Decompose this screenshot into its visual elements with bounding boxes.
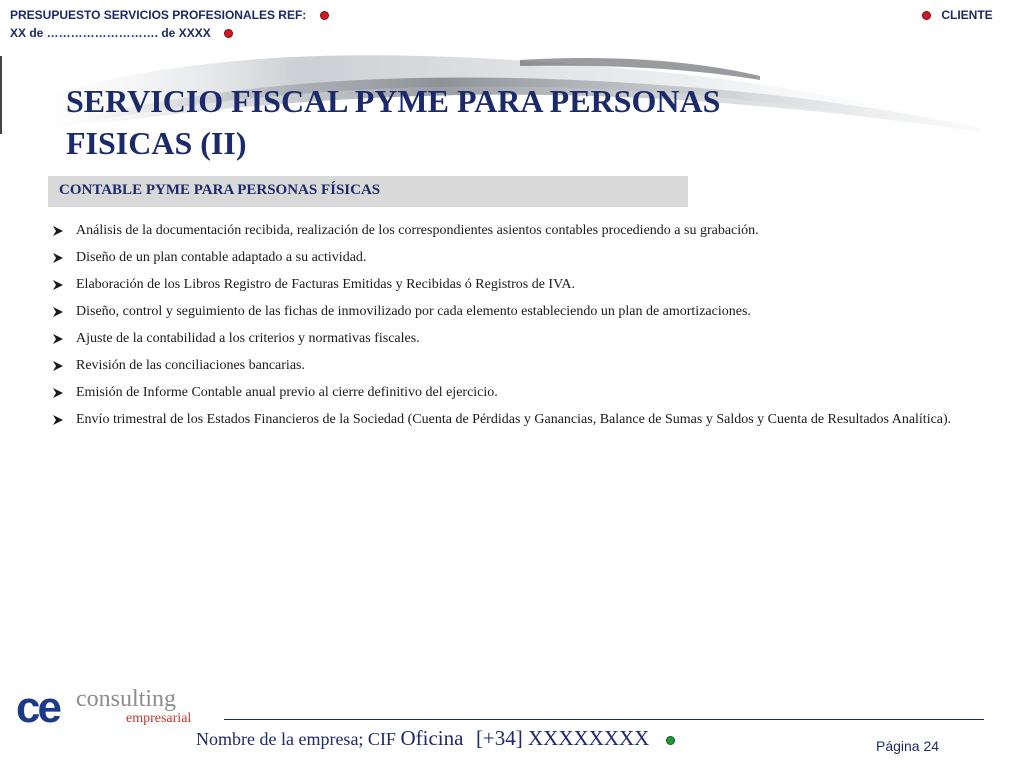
footer-company: Nombre de la empresa; CIF <box>196 729 396 749</box>
logo-word-empresarial: empresarial <box>126 711 192 726</box>
section-banner: CONTABLE PYME PARA PERSONAS FÍSICAS <box>48 176 688 207</box>
list-item: Análisis de la documentación recibida, realización de los correspondientes asientos contables procediendo a su grabación. <box>52 222 966 240</box>
header-date-line: XX de ………………………. de XXXX <box>10 26 211 40</box>
arrow-right-icon <box>52 279 64 291</box>
bullet-list <box>52 222 966 438</box>
header-client-label: CLIENTE <box>941 8 993 22</box>
red-dot-icon <box>320 11 329 20</box>
list-item: Ajuste de la contabilidad a los criterios y normativas fiscales. <box>52 330 966 348</box>
list-item: Diseño de un plan contable adaptado a su actividad. <box>52 249 966 267</box>
green-dot-icon <box>666 736 675 745</box>
list-item: Envío trimestral de los Estados Financieros de la Sociedad (Cuenta de Pérdidas y Ganancias, Balance de Sumas y Saldos y Cuenta de Resultados Analítica). <box>52 411 966 429</box>
arrow-right-icon <box>52 387 64 399</box>
header-ref <box>10 8 329 22</box>
list-item: Emisión de Informe Contable anual previo al cierre definitivo del ejercicio. <box>52 384 966 402</box>
list-item: Revisión de las conciliaciones bancarias. <box>52 357 966 375</box>
logo-mark: ce <box>16 684 59 730</box>
left-accent-bar <box>0 56 2 134</box>
ce-consulting-logo <box>16 684 216 730</box>
header-date <box>10 26 233 40</box>
arrow-right-icon <box>52 414 64 426</box>
list-item: Diseño, control y seguimiento de las fichas de inmovilizado por cada elemento estableciendo un plan de amortizaciones. <box>52 303 966 321</box>
footer-phone: [+34] XXXXXXXX <box>475 726 650 750</box>
footer-office: Oficina <box>400 726 464 750</box>
footer-divider <box>224 719 984 720</box>
header-client <box>922 8 993 22</box>
arrow-right-icon <box>52 306 64 318</box>
logo-word-consulting: consulting <box>76 686 176 712</box>
red-dot-icon <box>224 29 233 38</box>
page-title: SERVICIO FISCAL PYME PARA PERSONAS FISICAS (II) <box>66 83 721 161</box>
arrow-right-icon <box>52 225 64 237</box>
footer-contact <box>196 726 675 751</box>
page-number: Página 24 <box>876 738 940 754</box>
arrow-right-icon <box>52 360 64 372</box>
header-ref-label: PRESUPUESTO SERVICIOS PROFESIONALES REF: <box>10 8 307 22</box>
list-item: Elaboración de los Libros Registro de Facturas Emitidas y Recibidas ó Registros de IVA. <box>52 276 966 294</box>
red-dot-icon <box>922 11 931 20</box>
arrow-right-icon <box>52 252 64 264</box>
arrow-right-icon <box>52 333 64 345</box>
